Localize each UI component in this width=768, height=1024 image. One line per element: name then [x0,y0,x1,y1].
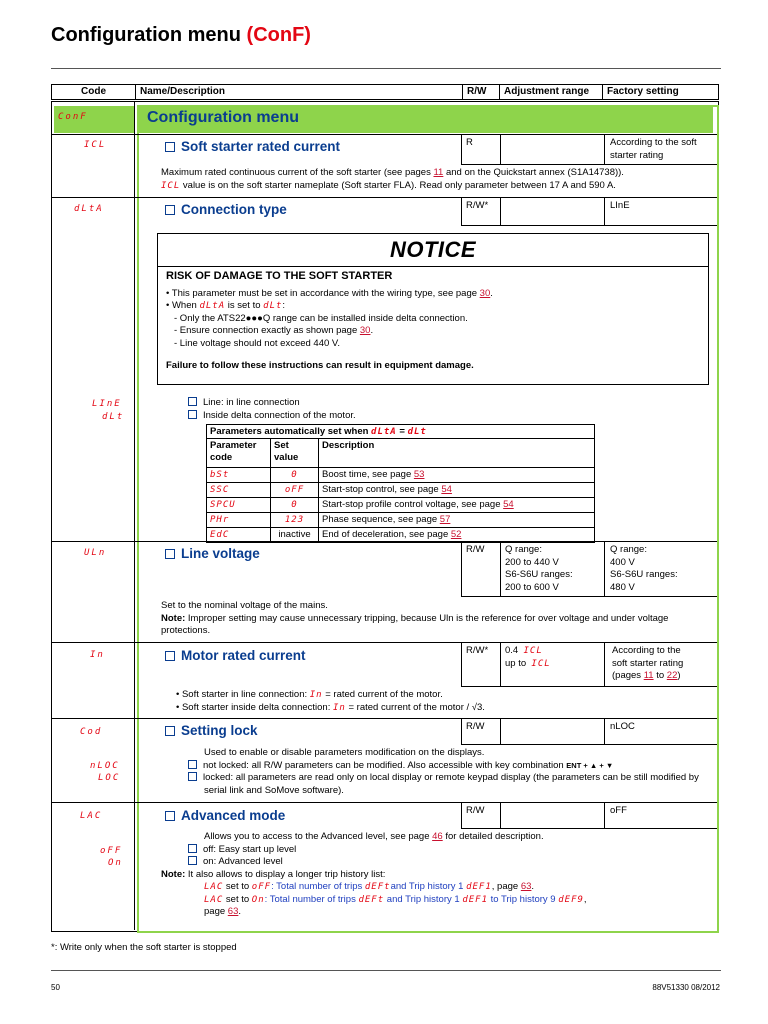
inline-code: On [251,894,265,905]
page-link[interactable]: 52 [450,529,462,540]
uln-title: Line voltage [181,546,260,561]
page-link[interactable]: 30 [479,287,491,299]
in-text: = rated current of the motor. [325,689,443,700]
auto-params-header [207,439,595,468]
param-value: oFF [284,485,305,495]
param-code: SPCU [210,500,236,510]
param-desc: Boost time, see page [322,469,412,480]
factory-text: ) [677,670,681,681]
col-line [500,134,501,164]
row-divider [51,642,717,643]
row-divider [51,197,717,198]
col-line [461,164,717,165]
icl-code: ICL [84,140,107,150]
lac-text: set to [225,881,250,892]
page-link[interactable]: 53 [413,469,425,480]
inline-code: oFF [251,882,272,892]
icl-title: Soft starter rated current [181,139,341,154]
factory-line: 480 V [610,581,635,593]
page-title-main: Configuration menu [51,24,241,46]
col-line [461,225,717,226]
col-line [604,718,605,744]
bottom-rule [51,970,721,971]
param-code: EdC [210,530,230,540]
range-text: up to [505,657,527,669]
inline-code: dEFt [364,882,391,892]
uln-code: ULn [84,548,107,558]
lac-blue-text: and Trip history 1 [390,881,464,892]
table-row [207,513,595,528]
checkbox-icon [165,205,175,215]
checkbox-icon [188,760,197,769]
inline-code: dEF1 [462,894,488,905]
in-factory [612,645,683,683]
option-text: Line: in line connection [203,397,300,408]
opt-code: nLOC [90,761,120,771]
auto-params-title [206,424,595,438]
col-line [461,134,462,164]
col-line [500,541,501,596]
col-line [604,802,605,828]
param-desc: Start-stop profile control voltage, see page [322,499,501,510]
notice-text: is set to [227,300,261,311]
top-rule [51,68,721,69]
auto-title-text: Parameters automatically set when [210,426,369,437]
param-desc: Phase sequence, see page [322,514,438,525]
col-header: Parameter code [207,439,271,468]
factory-line: According to the [612,645,681,656]
page-link[interactable]: 54 [503,499,514,510]
icl-inline-code: ICL [161,180,181,191]
dlta-title: Connection type [181,202,287,217]
in-text: • Soft starter inside delta connection: [176,701,331,713]
auto-params-table [206,438,595,543]
dlta-factory: LInE [610,200,630,211]
icl-desc [161,167,711,192]
menu-title-cell [139,106,713,133]
page-title-code: (ConF) [246,24,311,46]
inline-code: dLt [263,301,283,311]
icl-desc-text: and on the Quickstart annex (S1A14738)). [445,167,624,178]
table-header-row [52,85,719,100]
notice-risk: RISK OF DAMAGE TO THE SOFT STARTER [166,270,393,282]
inline-code: LAC [204,894,224,905]
uln-desc [161,600,713,638]
col-line [500,197,501,225]
config-table [51,84,719,100]
notice-failure: Failure to follow these instructions can result in equipment damage. [166,360,474,371]
col-line [461,686,717,687]
checkbox-icon [165,726,175,736]
notice-bullet: • This parameter must be set in accordance with the wiring type, see page 30. [166,287,493,299]
option-text: locked: all parameters are read only on local display or remote keypad display (the parameters can be still modified by serial link and SoMove software). [203,772,699,796]
page-title [51,24,311,47]
checkbox-icon [188,397,197,406]
col-line [461,541,462,596]
icl-rw: R [466,137,473,148]
inline-code: dLtA [371,427,397,437]
col-line [604,134,605,164]
header-range: Adjustment range [500,85,603,100]
col-line [461,828,717,829]
opt-code: dLt [102,412,125,422]
lac-blue-text: and Trip history 1 [386,893,460,905]
footnote: *: Write only when the soft starter is stopped [51,942,237,953]
checkbox-icon [188,410,197,419]
range-line: Q range: [505,544,542,555]
lac-text: for detailed description. [445,831,544,842]
menu-code: ConF [58,112,88,122]
factory-text: to [656,670,665,681]
page-link[interactable]: 63 [520,881,532,892]
inline-code: dEF9 [558,894,584,905]
in-desc [176,689,706,714]
factory-line: soft starter rating [612,657,684,669]
note-label: Note: [161,612,186,624]
col-line [604,541,605,596]
lac-blue-text: : Total number of trips [264,893,356,905]
notice-sub: - Ensure connection exactly as shown page 30. [174,325,374,336]
inline-code: dLt [407,427,427,437]
notice-sub: - Only the ATS22●●●Q range can be installed inside delta connection. [174,312,468,324]
in-text: • Soft starter in line connection: [176,689,308,700]
opt-code: LInE [92,399,122,409]
lac-line-2 [161,894,711,907]
menu-code-cell [54,106,134,133]
uln-range [505,544,573,594]
uln-note: Improper setting may cause unnecessary tripping, because Uln is the reference for over voltage and under voltage protections. [161,612,669,636]
checkbox-icon [165,549,175,559]
page-link[interactable]: 54 [441,484,452,495]
lac-text: Allows you to access to the Advanced level, see page [204,831,430,842]
icl-page-link[interactable]: 11 [433,167,444,178]
lac-title: Advanced mode [181,808,286,823]
cod-title: Setting lock [181,723,258,738]
range-line: S6-S6U ranges: [505,569,573,580]
option-item [188,397,300,410]
lac-code: LAC [80,811,103,821]
header-rw: R/W [463,85,500,100]
lac-rw: R/W [466,805,485,816]
option-item [161,856,711,869]
col-line [500,802,501,828]
code-divider [134,101,135,930]
col-line [461,642,462,686]
in-heading [165,647,306,665]
header-factory: Factory setting [603,85,719,100]
cod-factory: nLOC [610,721,635,732]
in-text: = rated current of the motor / √3. [348,701,485,713]
notice-sub: - Line voltage should not exceed 440 V. [174,337,341,349]
uln-factory [610,544,678,594]
inline-code: ICL [523,646,543,656]
inline-code: dLtA [199,301,226,311]
lac-line-3: page 63. [204,906,241,917]
icl-desc-text: Maximum rated continuous current of the soft starter (see pages [161,167,431,178]
row-divider [51,802,717,803]
col-line [500,718,501,744]
header-code: Code [52,85,136,100]
table-row [207,498,595,513]
param-value: inactive [278,529,311,540]
param-code: PHr [210,515,230,525]
inline-code: In [333,702,346,713]
notice-bullet: • When dLtA is set to dLt: [166,300,286,311]
checkbox-icon [188,772,197,781]
param-value: 0 [291,500,298,510]
notice-text: • This parameter must be set in accordance with the wiring type, see page [166,287,478,299]
checkbox-icon [165,142,175,152]
param-desc: Start-stop control, see page [322,484,439,495]
cod-heading [165,722,258,740]
cod-desc [188,747,708,797]
inline-code: dEF1 [466,882,492,892]
notice-text: - Ensure connection exactly as shown page [174,325,358,336]
row-divider [51,541,717,542]
inline-code: dEFt [358,894,385,905]
table-row [207,483,595,498]
in-range [505,645,551,670]
key-combination-icon: ENT + ▲ + ▼ [566,760,614,770]
notice-box [157,233,709,385]
inline-code: LAC [204,882,224,892]
col-line [461,596,717,597]
option-text: off: Easy start up level [203,843,297,855]
lac-text: , [583,893,587,905]
row-divider [51,134,717,135]
col-line [604,197,605,225]
icl-heading [165,138,340,156]
col-line [461,744,717,745]
option-text: not locked: all R/W parameters can be modified. Also accessible with key combination [203,759,564,771]
lac-heading [165,807,285,825]
inline-code: In [309,690,323,700]
dlta-code: dLtA [74,204,104,214]
uln-heading [165,545,260,563]
col-line [500,642,501,686]
lac-text: page [204,906,226,917]
col-line [604,642,605,686]
notice-title: NOTICE [158,234,708,267]
row-divider [51,718,717,719]
option-item [188,760,708,773]
param-code: SSC [210,485,230,495]
opt-code: LOC [98,773,121,783]
auto-params [206,424,595,543]
col-line [461,802,462,828]
lac-blue-text: to Trip history 9 [490,893,556,905]
param-value: 0 [291,470,298,480]
col-line [461,197,462,225]
factory-line: 400 V [610,556,635,568]
checkbox-icon [188,844,197,853]
icl-desc-text: value is on the soft starter nameplate (Soft starter FLA). Read only parameter between 17 A and 590 A. [182,179,616,191]
page-link[interactable]: 11 [643,670,654,681]
option-item [188,772,708,797]
page-link[interactable]: 63 [227,906,239,917]
range-line: 200 to 600 V [505,581,559,593]
page-link[interactable]: 46 [432,831,443,842]
uln-desc-text: Set to the nominal voltage of the mains. [161,600,328,611]
page-number: 50 [51,983,60,992]
cod-desc-text: Used to enable or disable parameters modification on the displays. [204,747,485,758]
auto-title-text: = [399,426,405,437]
factory-line: S6-S6U ranges: [610,569,678,580]
icl-factory: According to the soft starter rating [610,137,697,161]
page-link[interactable]: 30 [359,325,371,336]
option-item [161,844,711,857]
inline-code: ICL [531,658,551,669]
lac-note: It also allows to display a longer trip history list: [187,868,386,880]
header-name: Name/Description [136,85,463,100]
in-rw: R/W* [466,645,489,656]
factory-text: (pages [612,670,642,681]
col-header: Description [319,439,595,468]
param-value: 123 [284,515,305,525]
table-row [207,468,595,483]
checkbox-icon [188,856,197,865]
doc-reference: 88V51330 08/2012 [652,983,720,992]
col-line [461,718,462,744]
lac-text: , page [491,881,519,892]
option-item [188,410,356,423]
range-text: 0.4 [505,645,519,656]
lac-desc [161,831,711,919]
notice-text: • When [166,300,197,311]
col-header: Set value [271,439,319,468]
uln-rw: R/W [466,544,485,555]
dlta-rw: R/W* [466,200,489,211]
menu-title: Configuration menu [147,109,299,126]
range-line: 200 to 440 V [505,556,559,568]
opt-code: oFF [100,846,123,856]
cod-code: Cod [80,727,103,737]
option-text: Inside delta connection of the motor. [203,410,356,421]
lac-line-1: LAC set to oFF: Total number of trips dEFtand Trip history 1 dEF1, page 63. [204,881,535,892]
page-link[interactable]: 57 [439,514,451,525]
param-code: bSt [210,470,230,480]
lac-text: set to [225,893,250,905]
opt-code: On [108,858,123,868]
in-code: In [90,650,105,660]
param-desc: End of deceleration, see page [322,529,449,540]
checkbox-icon [165,811,175,821]
option-text: on: Advanced level [203,856,283,867]
page-link[interactable]: 22 [666,670,678,681]
checkbox-icon [165,651,175,661]
factory-line: Q range: [610,544,647,555]
lac-blue-text: : Total number of trips [271,881,363,892]
dlta-heading [165,201,287,219]
cod-rw: R/W [466,721,485,732]
in-title: Motor rated current [181,648,306,663]
note-label: Note: [161,868,186,880]
lac-factory: oFF [610,805,627,816]
